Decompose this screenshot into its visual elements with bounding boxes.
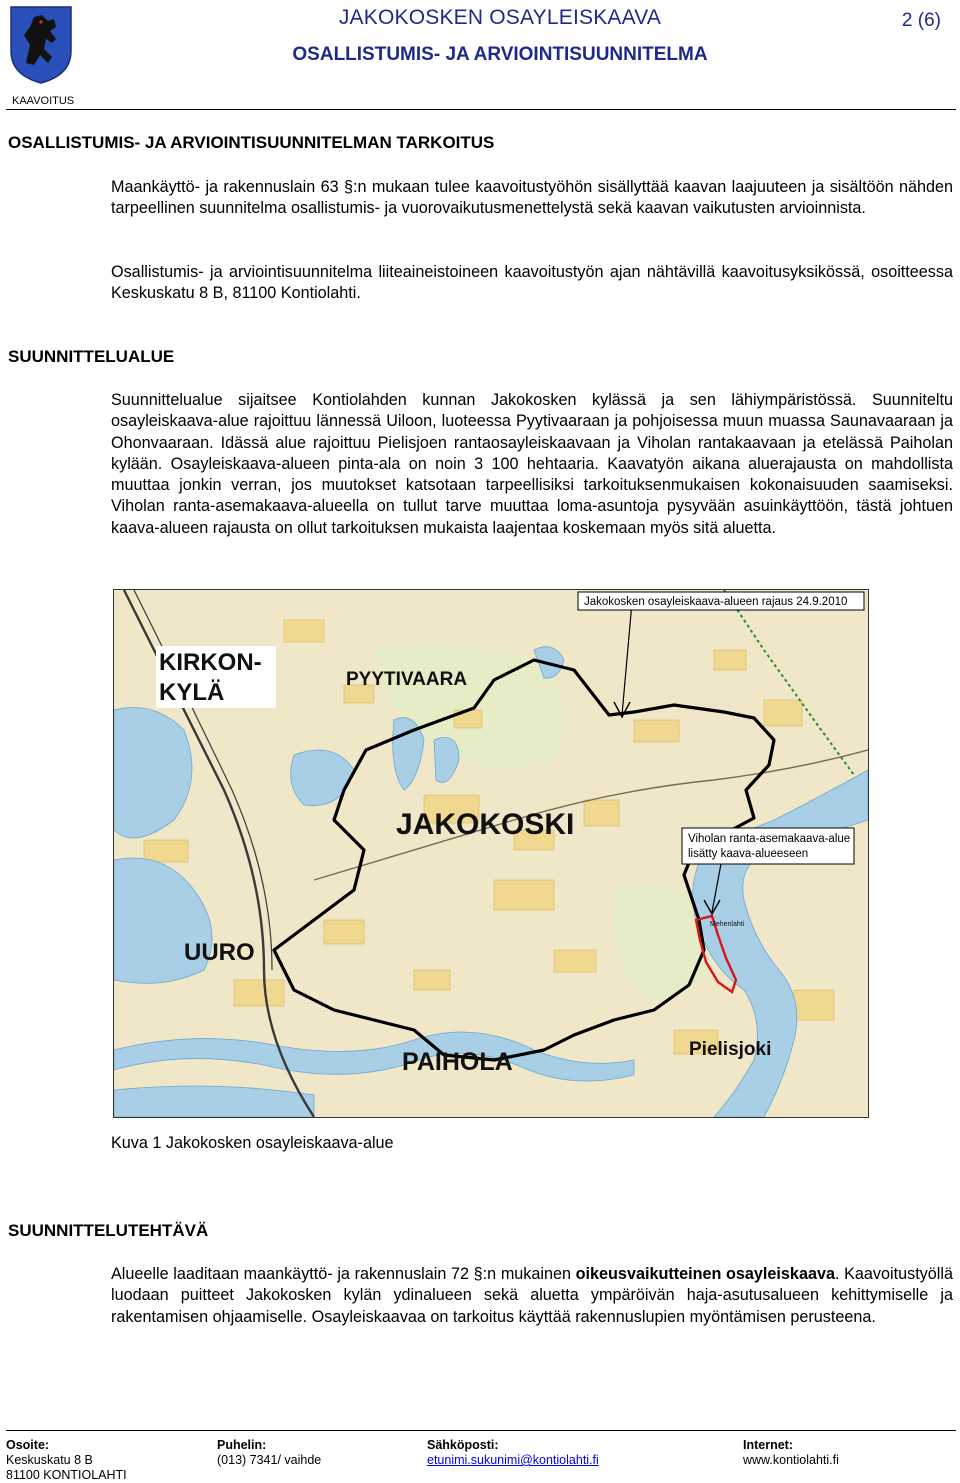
document-subtitle: OSALLISTUMIS- JA ARVIOINTISUUNNITELMA	[292, 44, 708, 65]
section-heading-tarkoitus: OSALLISTUMIS- JA ARVIOINTISUUNNITELMAN TARKOITUS	[8, 133, 495, 152]
footer-email-label: Sähköposti:	[427, 1438, 499, 1452]
section-heading-suunnittelualue: SUUNNITTELUALUE	[8, 347, 175, 366]
section-heading-suunnittelutehtava: SUUNNITTELUTEHTÄVÄ	[8, 1221, 209, 1240]
map-place-paihola: PAIHOLA	[402, 1048, 513, 1076]
map-callout-line1: Viholan ranta-asemakaava-alue	[688, 833, 851, 845]
footer-phone-value: (013) 7341/ vaihde	[217, 1453, 322, 1467]
paragraph-suunnittelualue: Suunnittelualue sijaitsee Kontiolahden kunnan Jakokosken kylässä ja sen lähiympäristössä. Suunniteltu osayleiskaava-alue rajoittuu lännessä Uiloon, luoteessa Pyytivaaraan ja pohjoisessa muun muassa Saunavaaraan ja Ohonvaaraan. Idässä alue rajoittuu Pielisjoen rantaosayleiskaavaan ja Viholan rantakaavaan ja etelässä Paiholan kylään. Osayleiskaava-alueen pinta-ala on noin 3 100 hehtaaria. Kaavatyön aikana aluerajausta on mahdollista muuttaa jonkin verran, jos muutokset katsotaan tarpeellisiksi tarkoituksenmukaisen kokonaisuuden saamiseksi. Viholan ranta-asemakaava-alueella on tullut tarve muuttaa loma-asuntoja pysyvään asuinkäyttöön, tästä johtuen kaava-alueen rajausta on ollut tarkoituksen mukaista laajentaa koskemaan myös sitä aluetta.	[111, 391, 953, 537]
map-place-kirkonkyla-2: KYLÄ	[159, 679, 225, 706]
footer-address-line1: Keskuskatu 8 B	[6, 1453, 93, 1467]
paragraph-tarkoitus-1: Maankäyttö- ja rakennuslain 63 §:n mukaan tulee kaavoitustyöhön sisällyttää kaavan laajuuteen ja sisältöön nähden tarpeellinen suunnitelma osallistumis- ja vuorovaikutusmenettelystä sekä kaavan vaikutusten arvioinnista.	[111, 178, 953, 218]
map-place-pielisjoki: Pielisjoki	[689, 1039, 772, 1060]
paragraph-part-2: . Kaavoitustyöllä luodaan puitteet Jakokosken kylän ydinalueen sekä aluetta ympäröivän haja-asutusalueen kehittymiselle ja rakentamisen ohjaamiselle. Osayleiskaavaa on tarkoitus käyttää rakennuslupien myöntämisen perusteena.	[111, 1265, 953, 1326]
map-callout-line2: lisätty kaava-alueeseen	[688, 848, 809, 860]
map-legend-label: Jakokosken osayleiskaava-alueen rajaus 24.9.2010	[584, 596, 848, 608]
paragraph-suunnittelutehtava	[111, 1264, 953, 1328]
unit-label: KAAVOITUS	[12, 95, 75, 107]
paragraph-tarkoitus-2: Osallistumis- ja arviointisuunnitelma liiteaineistoineen kaavoitustyön ajan nähtävillä kaavoitusyksikössä, osoitteessa Keskuskatu 8 B, 81100 Kontiolahti.	[111, 263, 953, 303]
footer-address-line2: 81100 KONTIOLAHTI	[6, 1468, 127, 1482]
map-place-kirkonkyla-1: KIRKON-	[159, 649, 262, 676]
map-place-jakokoski: JAKOKOSKI	[396, 808, 575, 841]
paragraph-part-1: Alueelle laaditaan maankäyttö- ja rakennuslain 72 §:n mukainen	[111, 1265, 576, 1283]
footer-phone	[217, 1438, 321, 1468]
footer-internet	[743, 1438, 839, 1468]
footer-address-label: Osoite:	[6, 1438, 50, 1452]
header-divider	[6, 109, 956, 110]
area-map-graphic	[114, 590, 868, 1117]
document-title: JAKOKOSKEN OSAYLEISKAAVA	[338, 6, 662, 29]
footer-email-link[interactable]: etunimi.sukunimi@kontiolahti.fi	[427, 1453, 599, 1467]
emphasis-oikeusvaikutteinen: oikeusvaikutteinen osayleiskaava	[575, 1265, 835, 1283]
map-place-pyytivaara: PYYTIVAARA	[346, 669, 468, 690]
area-map	[113, 589, 869, 1118]
footer-address	[6, 1438, 127, 1483]
figure-caption: Kuva 1 Jakokosken osayleiskaava-alue	[111, 1134, 394, 1152]
footer-phone-label: Puhelin:	[217, 1438, 267, 1452]
map-place-uuro: UURO	[184, 939, 255, 966]
footer-internet-label: Internet:	[743, 1438, 793, 1452]
footer-internet-value: www.kontiolahti.fi	[743, 1453, 839, 1467]
footer-email	[427, 1438, 599, 1468]
map-place-mehenlahti: Mehenlahti	[710, 921, 745, 928]
footer-divider	[6, 1430, 956, 1431]
page-number: 2 (6)	[901, 10, 941, 31]
